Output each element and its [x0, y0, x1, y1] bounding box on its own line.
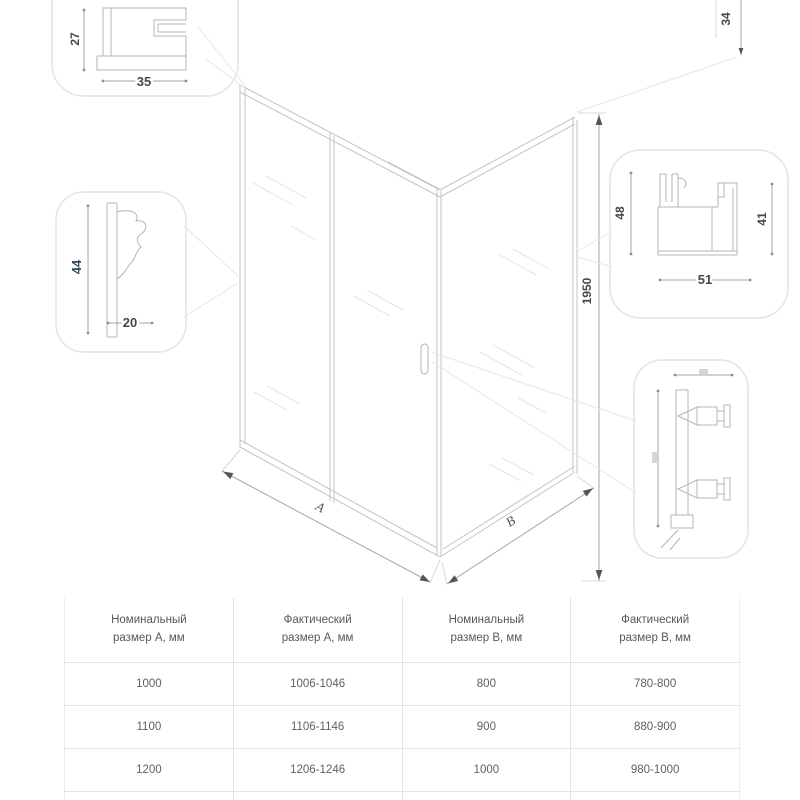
rail-height-left-label: 48 — [613, 206, 627, 220]
corner-fragment-label: 34 — [719, 12, 733, 26]
header-line: Номинальный — [448, 614, 525, 627]
width-dim-label: A — [312, 498, 328, 516]
header-line: размер А, мм — [113, 632, 185, 644]
cell: 1000 — [402, 749, 571, 792]
table-row-cutoff — [65, 792, 740, 800]
callout-bottom-rail — [578, 150, 788, 318]
header-line: размер В, мм — [619, 632, 691, 644]
cell: 1000 — [65, 663, 234, 706]
header-line: размер А, мм — [281, 632, 354, 644]
cell: 1100 — [65, 706, 234, 749]
cell: 980-1000 — [571, 749, 740, 792]
cell: 900 — [402, 706, 571, 749]
depth-dim-label: B — [503, 512, 519, 530]
corner-profile-fragment — [577, 0, 743, 112]
size-table — [64, 598, 740, 800]
cell: 1206-1246 — [233, 749, 402, 792]
header-line: Фактический — [283, 614, 352, 627]
col-header-actual-b — [571, 598, 740, 663]
height-dim-label: 1950 — [580, 277, 594, 305]
cell: 800 — [402, 663, 571, 706]
col-header-actual-a — [233, 598, 402, 663]
table-row — [65, 749, 740, 792]
col-header-nominal-b — [402, 598, 571, 663]
wall-profile-height-label: 44 — [69, 259, 84, 275]
callout-wall-profile — [56, 192, 238, 352]
header-line: Фактический — [621, 614, 690, 627]
door-handle — [421, 344, 428, 374]
table-header-row — [65, 598, 740, 663]
cell — [233, 792, 402, 800]
wall-profile-width-label: 20 — [122, 315, 138, 330]
cell — [65, 792, 234, 800]
rail-height-right-label: 41 — [755, 212, 769, 226]
cell: 1200 — [65, 749, 234, 792]
header-line: размер В, мм — [450, 632, 523, 644]
top-profile-width-label: 35 — [136, 74, 152, 89]
cell: 880-900 — [571, 706, 740, 749]
cell — [402, 792, 571, 800]
table-row — [65, 706, 740, 749]
table-row — [65, 663, 740, 706]
cell: 1006-1046 — [233, 663, 402, 706]
dimension-depth-B — [442, 476, 595, 586]
top-profile-height-label: 27 — [68, 32, 82, 46]
rail-width-label: 51 — [697, 272, 713, 287]
header-line: Номинальный — [111, 614, 187, 627]
dimension-width-A — [221, 450, 440, 585]
cell: 1106-1146 — [233, 706, 402, 749]
glass-reflection-hatches — [253, 176, 549, 481]
handle-width-faint-mark — [699, 369, 708, 374]
callout-top-profile — [52, 0, 246, 96]
cell: 780-800 — [571, 663, 740, 706]
dimension-height-1950 — [578, 113, 606, 581]
col-header-nominal-a — [65, 598, 234, 663]
handle-height-faint-mark — [652, 452, 657, 463]
cell — [571, 792, 740, 800]
enclosure-frame — [240, 85, 577, 557]
